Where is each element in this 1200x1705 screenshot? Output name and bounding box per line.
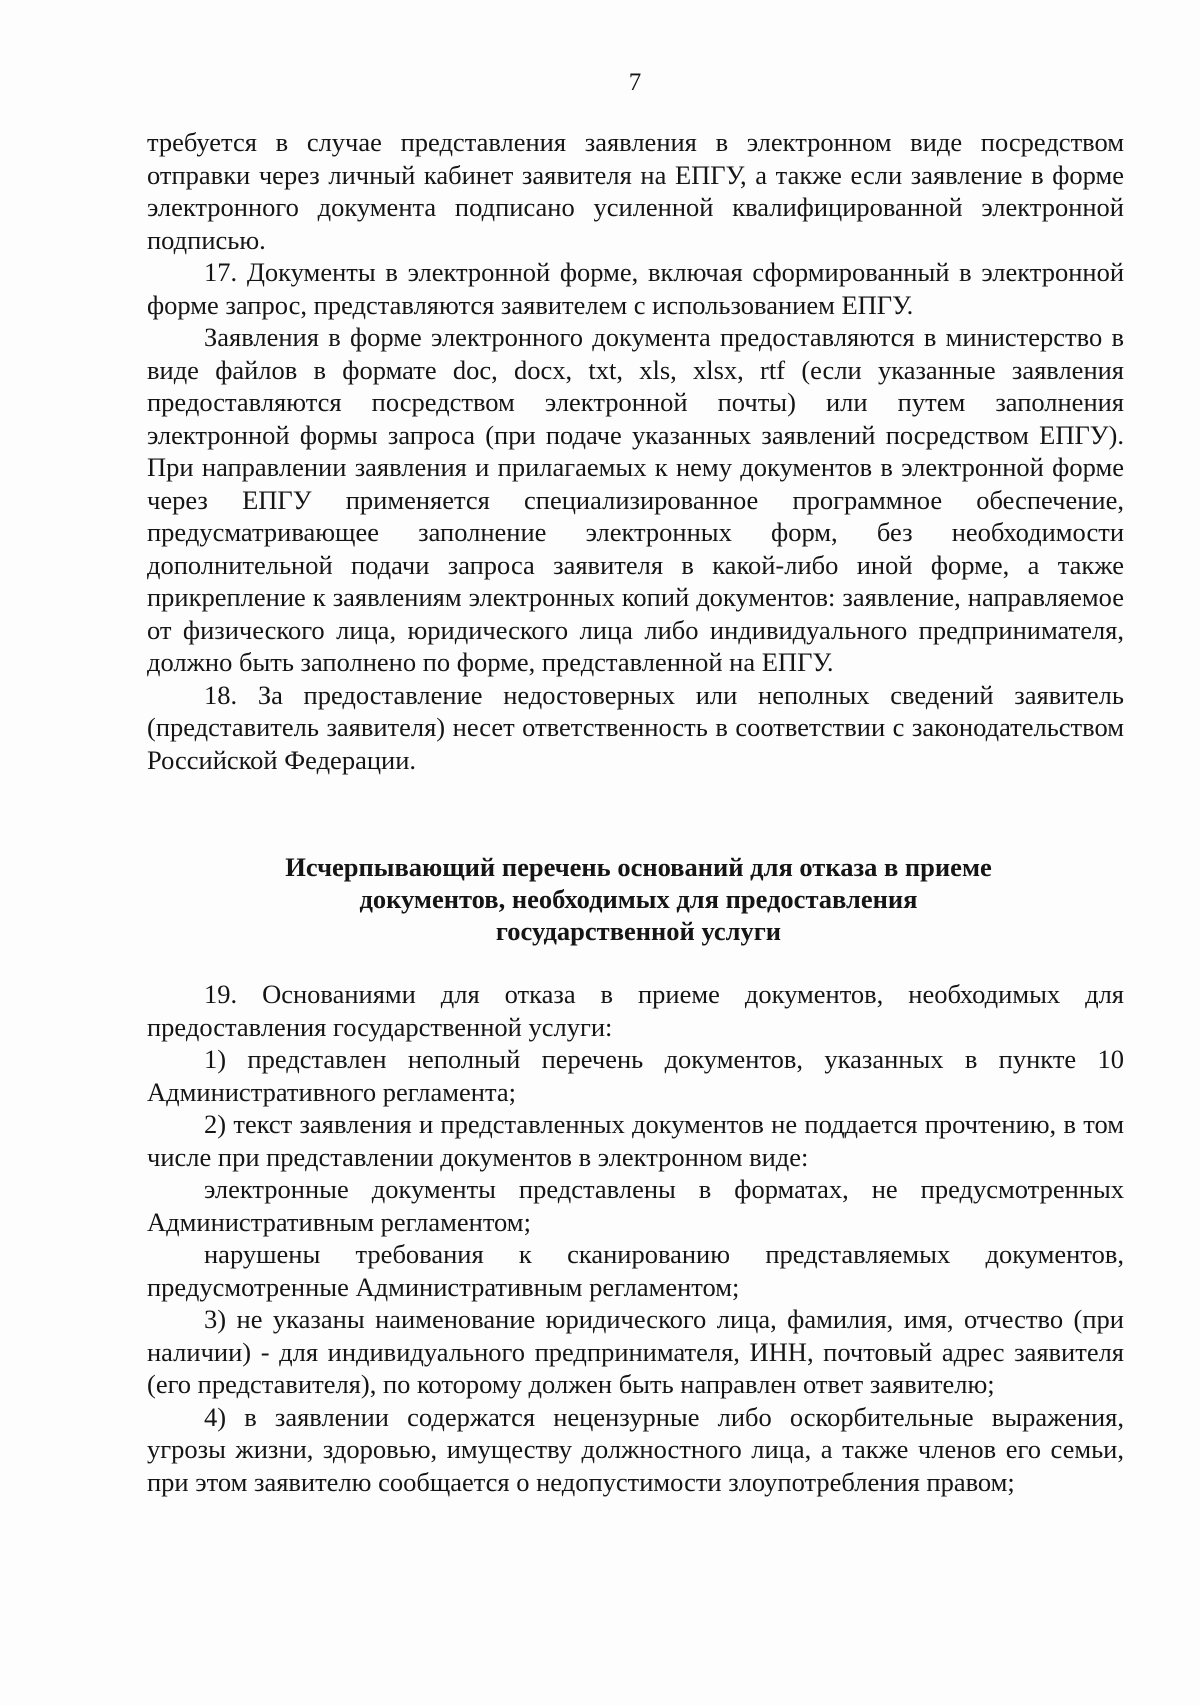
section-heading-line-3: государственной услуги [495,916,782,946]
paragraph-19-item-4: 4) в заявлении содержатся нецензурные либо оскорбительные выражения, угрозы жизни, здоровью, имуществу должностного лица, а также членов его семьи, при этом заявителю сообщается о недопустимости злоупотребления правом; [147,1401,1124,1497]
paragraph-18: 18. За предоставление недостоверных или неполных сведений заявитель (представитель заявителя) несет ответственность в соответствии с законодательством Российской Федерации. [147,679,1124,775]
paragraph-17-formats: Заявления в форме электронного документа предоставляются в министерство в виде файлов в формате doc, docx, txt, xls, xlsx, rtf (если указанные заявления предоставляются посредством электронной почты) или путем заполнения электронной формы запроса (при подаче указанных заявлений посредством ЕПГУ). При направлении заявления и прилагаемых к нему документов в электронной форме через ЕПГУ применяется специализированное программное обеспечение, предусматривающее заполнение электронных форм, без необходимости дополнительной подачи запроса заявителя в какой-либо иной форме, а также прикрепление к заявлениям электронных копий документов: заявление, направляемое от физического лица, юридического лица либо индивидуального предпринимателя, должно быть заполнено по форме, представленной на ЕПГУ. [147,322,1124,677]
paragraph-continuation: требуется в случае представления заявления в электронном виде посредством отправки через личный кабинет заявителя на ЕПГУ, а также если заявление в форме электронного документа подписано усиленной квалифицированной электронной подписью. [147,127,1124,255]
body-text-top [147,126,1124,776]
page-number: 7 [628,69,642,96]
paragraph-19-item-2-formats: электронные документы представлены в форматах, не предусмотренных Административным регламентом; [147,1174,1124,1237]
section-heading [147,851,1130,947]
body-text-bottom [147,978,1124,1498]
paragraph-19: 19. Основаниями для отказа в приеме документов, необходимых для предоставления государственной услуги: [147,979,1124,1042]
paragraph-19-item-2: 2) текст заявления и представленных документов не поддается прочтению, в том числе при представлении документов в электронном виде: [147,1109,1124,1172]
paragraph-17: 17. Документы в электронной форме, включая сформированный в электронной форме запрос, представляются заявителем с использованием ЕПГУ. [147,257,1124,320]
paragraph-19-item-2-scanning: нарушены требования к сканированию представляемых документов, предусмотренные Административным регламентом; [147,1239,1124,1302]
section-heading-line-1: Исчерпывающий перечень оснований для отказа в приеме [285,852,992,882]
paragraph-19-item-3: 3) не указаны наименование юридического лица, фамилия, имя, отчество (при наличии) - для индивидуального предпринимателя, ИНН, почтовый адрес заявителя (его представителя), по которому должен быть направлен ответ заявителю; [147,1304,1124,1399]
paragraph-19-item-1: 1) представлен неполный перечень документов, указанных в пункте 10 Административного регламента; [147,1044,1124,1107]
section-heading-line-2: документов, необходимых для предоставления [359,884,918,914]
